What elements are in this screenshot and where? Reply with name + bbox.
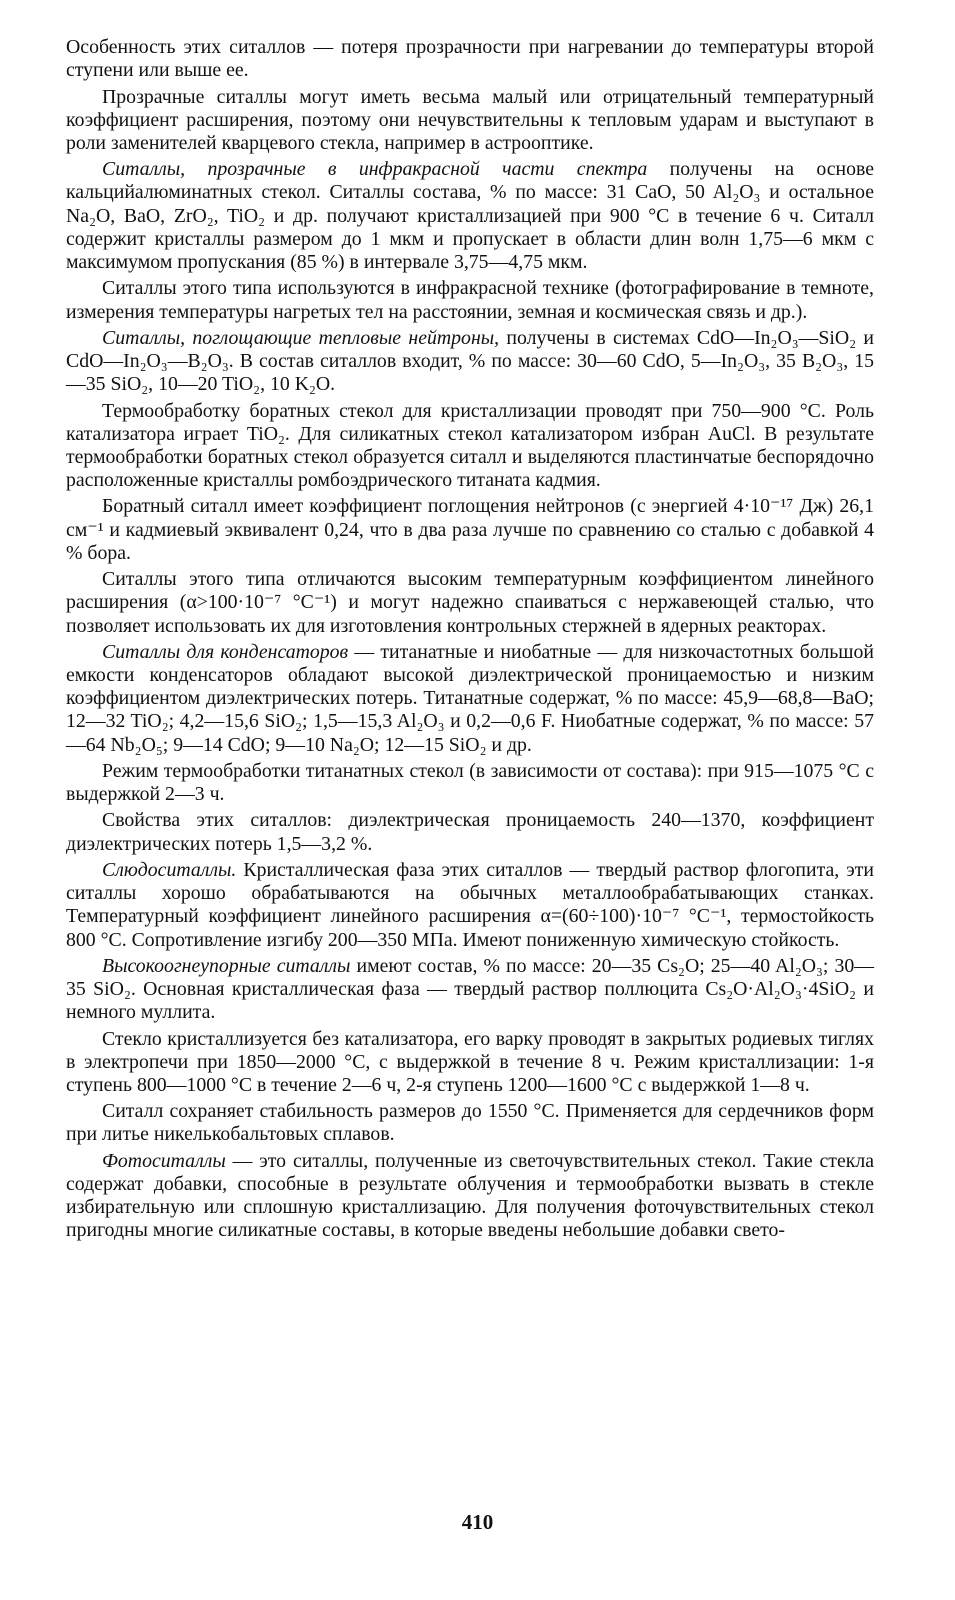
paragraph-text: , получены в системах CdO—In₂O₃—SiO₂ и CdO—In₂O₃—B₂O₃. В состав ситаллов входит, % по массе: 30—60 CdO, 5—In₂O₃, 35 B₂O₃, 15—35 SiO₂, 10—20 TiO₂, 10 K₂O. [66,326,874,396]
text-column [66,36,874,1246]
paragraph [66,400,874,493]
paragraph-lead: Ситаллы, прозрачные в инфракрасной части спектра [102,158,648,181]
paragraph-lead: Ситаллы, поглощающие тепловые нейтроны [102,326,495,349]
paragraph-text: Особенность этих ситаллов — потеря прозрачности при нагревании до температуры второй ступени или выше ее. [66,36,874,82]
paragraph [66,641,874,757]
paragraph [66,760,874,806]
paragraph-text: Режим термообработки титанатных стекол (в зависимости от состава): при 915—1075 °C с выдержкой 2—3 ч. [66,759,874,806]
paragraph-lead: Высокоогнеупорные ситаллы [102,954,351,977]
paragraph [66,1150,874,1243]
paragraph-text: — это ситаллы, полученные из светочувствительных стекол. Такие стекла содержат добавки, способные в результате облучения и термообработки вызвать в стекле избирательную или сплошную кристаллизацию. Для получения фоточувствительных стекол пригодны многие силикатные составы, в которые введены небольшие добавки свето- [66,1149,874,1242]
paragraph-text: Ситаллы этого типа отличаются высоким температурным коэффициентом линейного расширения (α>100·10⁻⁷ °C⁻¹) и могут надежно спаиваться с нержавеющей сталью, что позволяет использовать их для изготовления контрольных стержней в ядерных реакторах. [66,568,874,637]
page-number: 410 [461,1510,494,1534]
paragraph [66,327,874,397]
paragraph-text: Термообработку боратных стекол для кристаллизации проводят при 750—900 °C. Роль катализатора играет TiO₂. Для силикатных стекол катализатором избран AuCl. В результате термообработки боратных стекол образуется ситалл и выделяются пластинчатые беспорядочно расположенные кристаллы ромбоэдрического титаната кадмия. [66,399,874,492]
paragraph-lead: Слюдоситаллы. [102,858,237,881]
paragraph [66,495,874,565]
paragraph-lead: Ситаллы для конденсаторов [102,640,349,663]
paragraph-text: Стекло кристаллизуется без катализатора, его варку проводят в закрытых родиевых тиглях в электропечи при 1850—2000 °C, с выдержкой в течение 8 ч. Режим кристаллизации: 1-я ступень 800—1000 °C в течение 2—6 ч, 2-я ступень 1200—1600 °C с выдержкой 1—8 ч. [66,1027,874,1096]
paragraph [66,36,874,82]
paragraph-text: Боратный ситалл имеет коэффициент поглощения нейтронов (с энергией 4·10⁻¹⁷ Дж) 26,1 см⁻¹ и кадмиевый эквивалент 0,24, что в два раза лучше по сравнению со сталью с добавкой 4 % бора. [66,495,874,564]
paragraph-text: Прозрачные ситаллы могут иметь весьма малый или отрицательный температурный коэффициент расширения, поэтому они нечувствительны к тепловым ударам и выступают в роли заменителей кварцевого стекла, например в астрооптике. [66,85,874,154]
paragraph-text: Ситаллы этого типа используются в инфракрасной технике (фотографирование в темноте, измерения температуры нагретых тел на расстоянии, земная и космическая связь и др.). [66,277,874,323]
paragraph-text: Ситалл сохраняет стабильность размеров до 1550 °C. Применяется для сердечников форм при литье никелькобальтовых сплавов. [66,1100,874,1146]
paragraph-text: получены на основе кальцийалюминатных стекол. Ситаллы состава, % по массе: 31 CaO, 50 Al₂O₃ и остальное Na₂O, BaO, ZrO₂, TiO₂ и др. получают кристаллизацией при 900 °C в течение 6 ч. Ситалл содержит кристаллы размером до 1 мкм и пропускает в области длин волн 1,75—6 мкм с максимумом пропускания (85 %) в интервале 3,75—4,75 мкм. [66,158,874,274]
paragraph [66,277,874,323]
paragraph [66,955,874,1025]
paragraph-text: Свойства этих ситаллов: диэлектрическая проницаемость 240—1370, коэффициент диэлектрических потерь 1,5—3,2 %. [66,809,874,855]
paragraph [66,86,874,156]
paragraph [66,809,874,855]
paragraph [66,1028,874,1098]
paragraph [66,1100,874,1146]
paragraph-text: имеют состав, % по массе: 20—35 Cs₂O; 25—40 Al₂O₃; 30—35 SiO₂. Основная кристаллическая фаза — твердый раствор поллюцита Cs₂O·Al₂O₃·4SiO₂ и немного муллита. [66,954,875,1024]
paragraph [66,859,874,952]
paragraph [66,568,874,638]
paragraph-text: — титанатные и ниобатные — для низкочастотных большой емкости конденсаторов обладают высокой диэлектрической проницаемостью и низким коэффициентом диэлектрических потерь. Титанатные содержат, % по массе: 45,9—68,8—BaO; 12—32 TiO₂; 4,2—15,6 SiO₂; 1,5—15,3 Al₂O₃ и 0,2—0,6 F. Ниобатные содержат, % по массе: 57—64 Nb₂O₅; 9—14 CdO; 9—10 Na₂O; 12—15 SiO₂ и др. [66,640,874,756]
paragraph-lead: Фотоситаллы [102,1149,226,1172]
paragraph [66,158,874,274]
paragraph-text: Кристаллическая фаза этих ситаллов — твердый раствор флогопита, эти ситаллы хорошо обрабатываются на обычных металлообрабатывающих станках. Температурный коэффициент линейного расширения α=(60÷100)·10⁻⁷ °C⁻¹, термостойкость 800 °C. Сопротивление изгибу 200—350 МПа. Имеют пониженную химическую стойкость. [66,858,874,951]
